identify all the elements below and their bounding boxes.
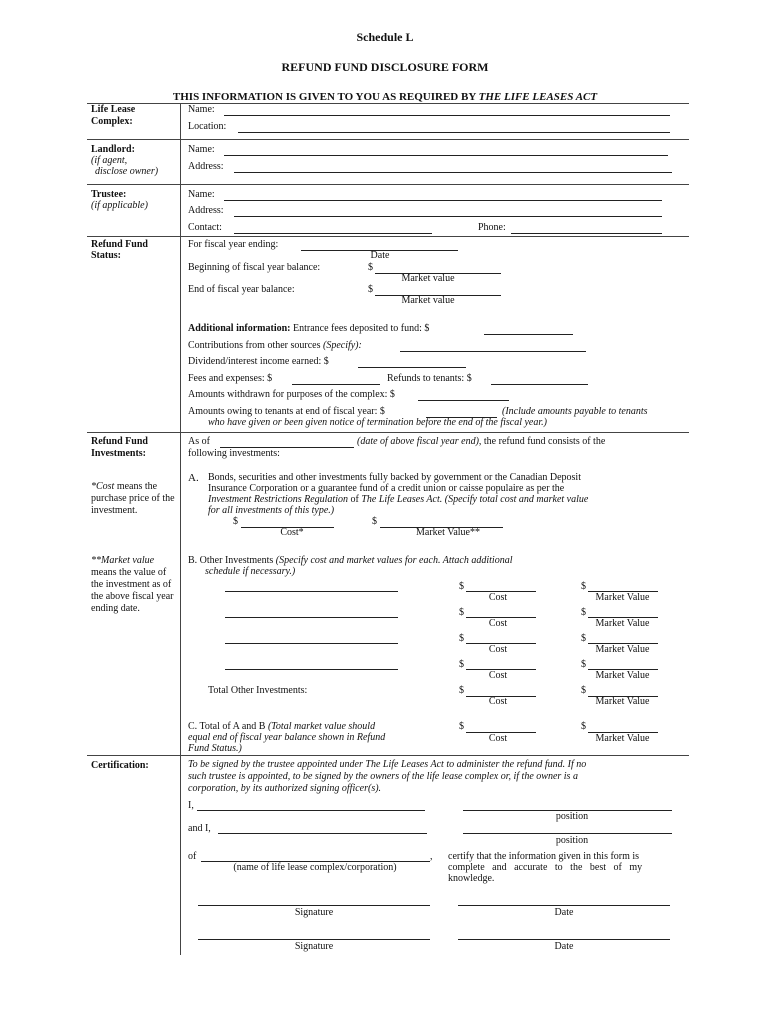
market-note-term: **Market value (91, 555, 155, 566)
cost-note (91, 481, 177, 517)
section-a-cost-caption: Cost* (280, 527, 304, 538)
total-other-label: Total Other Investments: (208, 685, 308, 696)
status-label-1: Refund Fund (91, 239, 148, 250)
other-investment-3-market-dollar: $ (581, 633, 586, 644)
certify-line-2: complete and accurate to the best of my (448, 862, 643, 873)
beginning-dollar: $ (368, 262, 373, 273)
signature-1-caption: Signature (294, 907, 334, 918)
end-dollar: $ (368, 284, 373, 295)
column-divider (180, 103, 181, 955)
schedule-label: Schedule L (356, 30, 414, 44)
as-of-line-2: following investments: (188, 448, 280, 459)
section-a-line-1: Bonds, securities and other investments fully backed by government or the Canadian Deposit (208, 472, 581, 483)
entrance-fees-label: Entrance fees deposited to fund: (293, 323, 422, 334)
trustee-phone-input[interactable] (511, 233, 662, 234)
act-name: The Life Leases Act (361, 494, 440, 505)
refunds-label: Refunds to tenants: (387, 373, 465, 384)
section-b-note: (Specify cost and market values for each. Attach additional (275, 555, 513, 566)
certify-line-1: certify that the information given in this form is (448, 851, 640, 862)
date-caption: Date (370, 250, 390, 261)
section-c-title: C. Total of A and B (188, 721, 268, 732)
other-investment-2-description-input[interactable] (225, 617, 398, 618)
trustee-contact-input[interactable] (234, 233, 432, 234)
other-investment-1-description-input[interactable] (225, 591, 398, 592)
section-a-line-4: for all investments of this type.) (208, 505, 335, 516)
dividend-dollar: $ (323, 356, 329, 367)
certification-intro-3: corporation, by its authorized signing officer(s). (188, 783, 382, 794)
complex-corporation-caption: (name of life lease complex/corporation) (233, 862, 397, 873)
section-a-cost-dollar: $ (233, 516, 238, 527)
section-a-letter: A. (188, 472, 199, 484)
fees-label: Fees and expenses: (188, 373, 265, 384)
owing-note-1: (Include amounts payable to tenants (502, 406, 648, 417)
investments-label-2: Investments: (91, 448, 146, 459)
withdrawn-dollar: $ (389, 389, 395, 400)
total-other-market-dollar: $ (581, 685, 586, 696)
as-of-note: (date of above fiscal year end) (357, 436, 479, 447)
other-investment-2-market-caption: Market Value (595, 618, 650, 629)
divider-status (87, 236, 689, 237)
signer-2-label: and I, (188, 823, 211, 834)
certification-label: Certification: (91, 760, 149, 771)
divider-certification (87, 755, 689, 756)
withdrawn-input[interactable] (418, 400, 509, 401)
cost-note-text: means the purchase price of the investment. (91, 481, 175, 516)
certification-intro-1 (188, 759, 586, 771)
refunds-row (387, 373, 472, 385)
contributions-row (188, 340, 362, 352)
other-investment-3-cost-caption: Cost (488, 644, 508, 655)
trustee-name-label: Name: (188, 189, 215, 200)
dividend-row (188, 356, 329, 368)
signer-1-label: I, (188, 800, 194, 811)
other-investment-4-market-caption: Market Value (595, 670, 650, 681)
market-note-text: means the value of the investment as of the above fiscal year ending date. (91, 567, 174, 614)
trustee-name-input[interactable] (224, 200, 662, 201)
owing-dollar: $ (379, 406, 385, 417)
trustee-contact-label: Contact: (188, 222, 222, 233)
certification-intro-2: such trustee is appointed, to be signed by the owners of the life lease complex or, if the owner is a (188, 771, 578, 782)
beginning-balance-label: Beginning of fiscal year balance: (188, 262, 321, 273)
form-title: REFUND FUND DISCLOSURE FORM (281, 60, 489, 74)
date-1-input[interactable] (458, 905, 670, 906)
fees-input[interactable] (292, 384, 380, 385)
trustee-address-label: Address: (188, 205, 224, 216)
as-of-label: As of (188, 436, 210, 447)
complex-location-label: Location: (188, 121, 227, 132)
trustee-phone-label: Phone: (478, 222, 506, 233)
total-other-cost-caption: Cost (488, 696, 508, 707)
investments-label-1: Refund Fund (91, 436, 148, 447)
end-balance-label: End of fiscal year balance: (188, 284, 295, 295)
end-market-caption: Market value (401, 295, 455, 306)
act-notice-text: THIS INFORMATION IS GIVEN TO YOU AS REQUIRED BY (172, 91, 479, 103)
landlord-name-label: Name: (188, 144, 215, 155)
complex-name-label: Name: (188, 104, 215, 115)
other-investment-4-cost-dollar: $ (459, 659, 464, 670)
refunds-input[interactable] (491, 384, 588, 385)
owing-note-2: who have given or been given notice of termination before the end of the fiscal year.) (208, 417, 547, 428)
fees-row (188, 373, 272, 385)
other-investment-4-market-dollar: $ (581, 659, 586, 670)
act-notice-act: THE LIFE LEASES ACT (478, 91, 598, 103)
complex-location-input[interactable] (238, 132, 670, 133)
section-b-note-2: schedule if necessary.) (205, 566, 296, 577)
other-investment-4-description-input[interactable] (225, 669, 398, 670)
as-of-rest: , the refund fund consists of the (478, 436, 606, 447)
complex-label-2: Complex: (91, 116, 133, 127)
regulation-name: Investment Restrictions Regulation (208, 494, 348, 505)
other-investment-2-cost-caption: Cost (488, 618, 508, 629)
entrance-fees-dollar: $ (424, 323, 430, 334)
landlord-note-2: disclose owner) (95, 166, 159, 177)
refunds-dollar: $ (466, 373, 472, 384)
dividend-input[interactable] (358, 367, 466, 368)
dividend-label: Dividend/interest income earned: (188, 356, 322, 367)
status-label-2: Status: (91, 250, 122, 261)
signer-2-input[interactable] (218, 833, 427, 834)
additional-info-heading: Additional information: (188, 323, 291, 334)
section-c-cost-caption: Cost (488, 733, 508, 744)
trustee-address-input[interactable] (234, 216, 662, 217)
trustee-note: (if applicable) (91, 200, 148, 211)
other-investment-1-cost-caption: Cost (488, 592, 508, 603)
landlord-address-input[interactable] (234, 172, 672, 173)
section-c-cost-dollar: $ (459, 721, 464, 732)
cost-note-term: *Cost (91, 481, 115, 492)
landlord-name-input[interactable] (224, 155, 668, 156)
signature-1-input[interactable] (198, 905, 430, 906)
section-c-note-2: equal end of fiscal year balance shown in Refund (188, 732, 386, 743)
intro-text-b: to administer the refund fund. If no (443, 759, 587, 770)
section-c-note-1: (Total market value should (267, 721, 376, 732)
complex-name-input[interactable] (224, 115, 670, 116)
section-a-line-2: Insurance Corporation or a guarantee fund of a credit union or caisse populaire as per the (208, 483, 565, 494)
intro-text-a: To be signed by the trustee appointed under (188, 759, 366, 770)
complex-label-1: Life Lease (91, 104, 136, 115)
other-investment-3-cost-dollar: $ (459, 633, 464, 644)
section-c-note-3: Fund Status.) (188, 743, 242, 754)
divider-top (87, 103, 689, 104)
owing-label: Amounts owing to tenants at end of fiscal year: (188, 406, 378, 417)
other-investment-4-cost-caption: Cost (488, 670, 508, 681)
position-2-caption: position (555, 835, 589, 846)
as-of-tail (357, 436, 605, 448)
total-other-cost-dollar: $ (459, 685, 464, 696)
fees-dollar: $ (267, 373, 273, 384)
of-label: of (188, 851, 197, 862)
withdrawn-row (188, 389, 395, 401)
withdrawn-label: Amounts withdrawn for purposes of the complex: (188, 389, 388, 400)
landlord-label: Landlord: (91, 144, 135, 155)
landlord-note-1: (if agent, (91, 155, 128, 166)
other-investment-2-cost-dollar: $ (459, 607, 464, 618)
intro-act: The Life Leases Act (365, 759, 444, 770)
beginning-market-caption: Market value (401, 273, 455, 284)
entrance-fees-row (188, 323, 429, 335)
other-investment-1-market-dollar: $ (581, 581, 586, 592)
section-b-title: B. Other Investments (188, 555, 276, 566)
signature-2-input[interactable] (198, 939, 430, 940)
position-2-input[interactable] (463, 833, 672, 834)
section-c-market-dollar: $ (581, 721, 586, 732)
of-comma: , (430, 851, 433, 862)
signature-2-caption: Signature (294, 941, 334, 952)
regulation-of: of (347, 494, 362, 505)
divider-investments (87, 432, 689, 433)
other-investment-2-market-dollar: $ (581, 607, 586, 618)
entrance-fees-input[interactable] (484, 334, 573, 335)
contributions-specify: (Specify): (322, 340, 362, 351)
section-c-market-caption: Market Value (595, 733, 650, 744)
section-a-specify: . (Specify total cost and market value (439, 494, 589, 505)
other-investment-3-description-input[interactable] (225, 643, 398, 644)
divider-trustee (87, 184, 689, 185)
trustee-label: Trustee: (91, 189, 127, 200)
market-note (91, 555, 177, 615)
contributions-input[interactable] (400, 351, 586, 352)
certify-line-3: knowledge. (448, 873, 495, 884)
section-a-market-caption: Market Value** (416, 527, 480, 538)
fiscal-year-label: For fiscal year ending: (188, 239, 279, 250)
position-1-caption: position (555, 811, 589, 822)
contributions-label: Contributions from other sources (188, 340, 323, 351)
total-other-market-caption: Market Value (595, 696, 650, 707)
other-investment-1-market-caption: Market Value (595, 592, 650, 603)
landlord-address-label: Address: (188, 161, 224, 172)
other-investment-3-market-caption: Market Value (595, 644, 650, 655)
date-1-caption: Date (554, 907, 574, 918)
date-2-input[interactable] (458, 939, 670, 940)
date-2-caption: Date (554, 941, 574, 952)
other-investment-1-cost-dollar: $ (459, 581, 464, 592)
section-a-market-dollar: $ (372, 516, 377, 527)
divider-landlord (87, 139, 689, 140)
signer-1-input[interactable] (197, 810, 425, 811)
